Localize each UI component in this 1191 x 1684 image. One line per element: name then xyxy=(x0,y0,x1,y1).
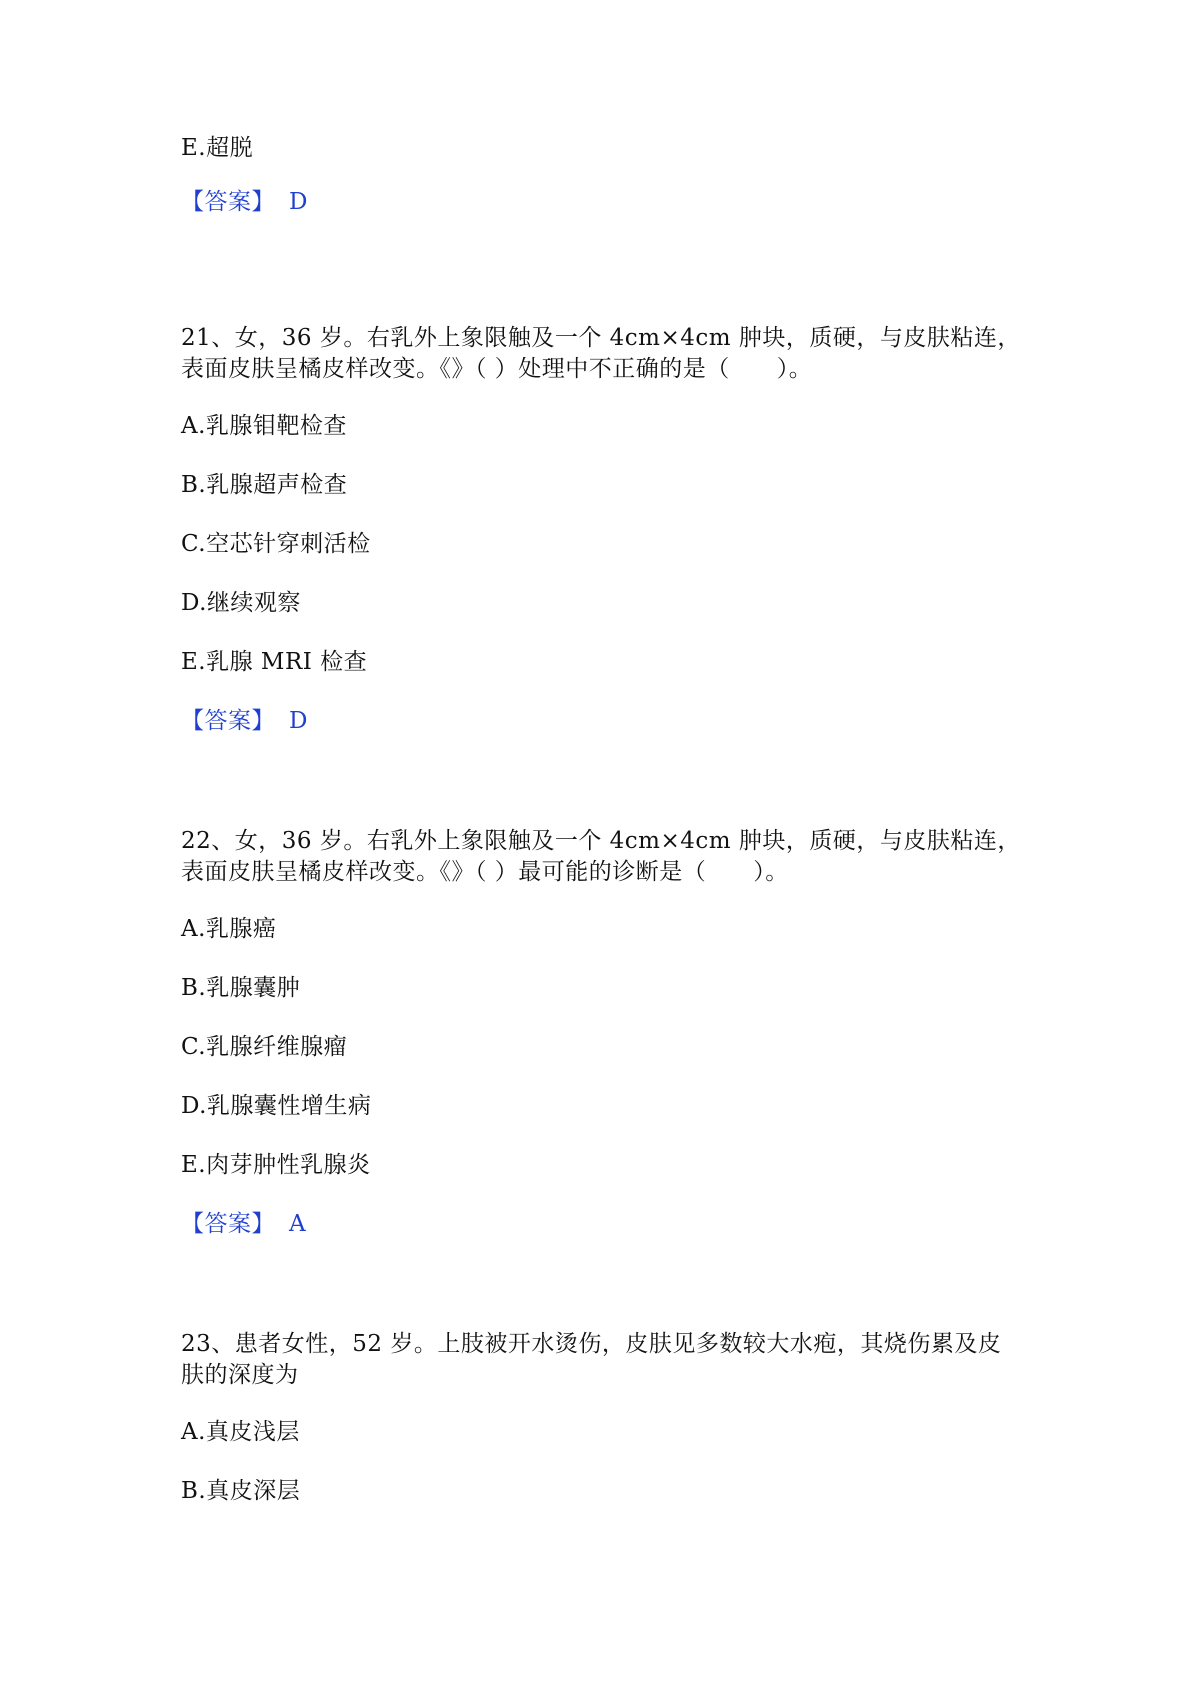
question-22-option-e: E.肉芽肿性乳腺炎 xyxy=(181,1152,371,1178)
question-21-option-c: C.空芯针穿刺活检 xyxy=(181,531,371,557)
question-22-option-c: C.乳腺纤维腺瘤 xyxy=(181,1034,348,1060)
answer-line xyxy=(181,187,308,217)
question-23-stem-line2: 肤的深度为 xyxy=(181,1362,299,1388)
answer-value: D xyxy=(289,708,308,734)
question-22-option-a: A.乳腺癌 xyxy=(181,916,277,942)
question-22-stem-line2: 表面皮肤呈橘皮样改变。《》（ ）最可能的诊断是（ ）。 xyxy=(181,859,789,885)
question-21-stem-line1: 21、女，36 岁。右乳外上象限触及一个 4cm×4cm 肿块，质硬，与皮肤粘连， xyxy=(181,325,1021,351)
question-21-option-a: A.乳腺钼靶检查 xyxy=(181,413,347,439)
question-22-option-d: D.乳腺囊性增生病 xyxy=(181,1093,372,1119)
answer-label: 【答案】 xyxy=(181,1211,275,1237)
question-23-stem-line1: 23、患者女性，52 岁。上肢被开水烫伤，皮肤见多数较大水疱，其烧伤累及皮 xyxy=(181,1331,1002,1357)
answer-label: 【答案】 xyxy=(181,708,275,734)
question-23-option-a: A.真皮浅层 xyxy=(181,1419,300,1445)
answer-value: A xyxy=(289,1211,307,1237)
question-21-option-b: B.乳腺超声检查 xyxy=(181,472,348,498)
option-e: E.超脱 xyxy=(181,135,254,161)
question-22-answer xyxy=(181,1209,306,1239)
question-22-stem-line1: 22、女，36 岁。右乳外上象限触及一个 4cm×4cm 肿块，质硬，与皮肤粘连， xyxy=(181,828,1021,854)
question-21-option-e: E.乳腺 MRI 检查 xyxy=(181,649,368,675)
question-21-option-d: D.继续观察 xyxy=(181,590,301,616)
question-21-stem-line2: 表面皮肤呈橘皮样改变。《》（ ）处理中不正确的是（ ）。 xyxy=(181,356,813,382)
answer-label: 【答案】 xyxy=(181,189,275,215)
question-22-option-b: B.乳腺囊肿 xyxy=(181,975,301,1001)
answer-value: D xyxy=(289,189,308,215)
question-23-option-b: B.真皮深层 xyxy=(181,1478,301,1504)
question-21-answer xyxy=(181,706,308,736)
